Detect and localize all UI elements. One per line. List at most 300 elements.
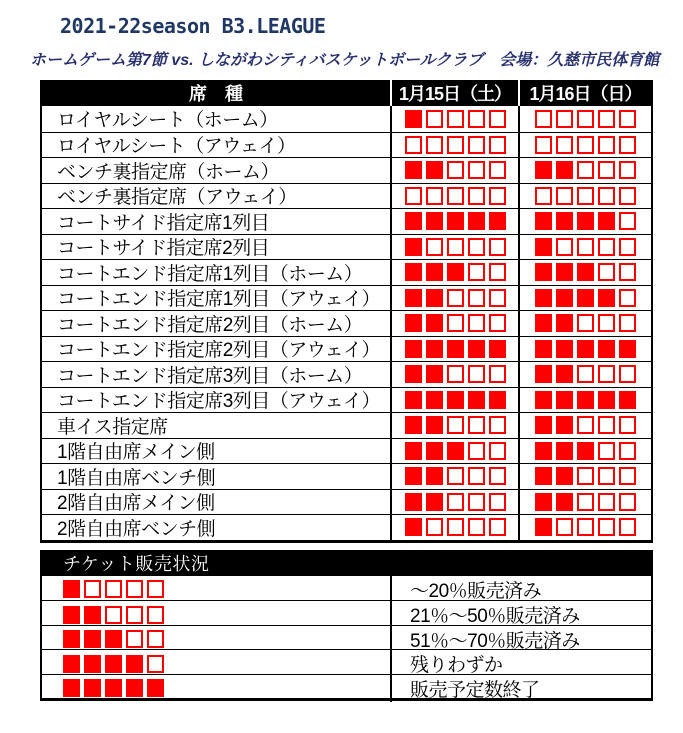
empty-square-icon [147,580,164,598]
filled-square-icon [63,606,80,624]
filled-square-icon [556,263,573,281]
sales-level-indicator [535,263,636,281]
sales-level-indicator [63,606,164,624]
empty-square-icon [489,442,506,460]
sales-level-indicator [405,110,506,128]
filled-square-icon [556,493,573,511]
sales-level-indicator [405,161,506,179]
legend-indicator-cell [42,626,390,653]
empty-square-icon [447,518,464,536]
empty-square-icon [535,136,552,154]
sales-level-indicator [535,161,636,179]
sales-level-indicator [535,391,636,409]
seat-type-label: ベンチ裏指定席（アウェイ） [57,187,297,208]
sales-level-indicator [535,136,636,154]
empty-square-icon [556,187,573,205]
sales-level-indicator [535,442,636,460]
seat-type-label: コートエンド指定席3列目（ホーム） [57,365,363,387]
seat-type-label: ロイヤルシート（アウェイ） [57,136,296,157]
sun-availability-cell [518,490,651,515]
seat-type-label: 2階自由席ベンチ側 [57,518,216,540]
sales-level-indicator [405,136,506,154]
empty-square-icon [619,212,636,230]
filled-square-icon [535,161,552,179]
legend-indicator-cell [42,601,390,628]
filled-square-icon [535,238,552,256]
empty-square-icon [577,467,594,485]
seat-type-label: コートエンド指定席2列目（アウェイ） [57,340,381,361]
empty-square-icon [598,518,615,536]
sales-level-indicator [405,493,506,511]
filled-square-icon [598,391,615,409]
filled-square-icon [556,212,573,230]
legend-body [42,576,651,699]
filled-square-icon [489,391,506,409]
filled-square-icon [556,442,573,460]
empty-square-icon [147,606,164,624]
sun-availability-cell [518,106,651,132]
empty-square-icon [619,161,636,179]
seat-row [42,183,651,209]
sales-level-indicator [535,314,636,332]
filled-square-icon [535,416,552,434]
filled-square-icon [405,365,422,383]
seat-type-label: コートエンド指定席1列目（ホーム） [57,263,363,285]
empty-square-icon [577,187,594,205]
sun-availability-cell [518,311,651,336]
sales-level-indicator [405,263,506,281]
seat-row [42,234,651,260]
filled-square-icon [447,340,464,358]
seat-table-body [42,106,651,540]
empty-square-icon [489,187,506,205]
empty-square-icon [468,289,485,307]
empty-square-icon [447,467,464,485]
filled-square-icon [126,679,143,697]
sales-level-indicator [405,187,506,205]
sales-level-indicator [535,467,636,485]
game-info-subtitle: ホームゲーム第7節 vs. しながわシティバスケットボールクラブ 会場：久慈市民体育館 [30,52,660,69]
empty-square-icon [426,518,443,536]
legend-label: 販売予定数終了 [390,675,655,702]
sales-level-indicator [535,493,636,511]
filled-square-icon [556,467,573,485]
filled-square-icon [535,518,552,536]
empty-square-icon [468,161,485,179]
empty-square-icon [535,187,552,205]
sales-level-indicator [405,340,506,358]
seat-row [42,387,651,413]
empty-square-icon [447,136,464,154]
sat-availability-cell [390,362,518,387]
empty-square-icon [426,110,443,128]
sat-availability-cell [390,515,518,540]
filled-square-icon [535,289,552,307]
seat-row [42,361,651,387]
sales-level-indicator [405,467,506,485]
sun-availability-cell [518,388,651,413]
empty-square-icon [577,161,594,179]
filled-square-icon [84,606,101,624]
empty-square-icon [598,110,615,128]
sun-availability-cell [518,158,651,183]
seat-table-header [42,80,651,106]
sat-availability-cell [390,439,518,464]
seat-type-label: 1階自由席メイン側 [57,442,215,463]
empty-square-icon [619,263,636,281]
sat-availability-cell [390,106,518,132]
seat-row [42,463,651,489]
filled-square-icon [577,442,594,460]
empty-square-icon [489,518,506,536]
sun-availability-cell [518,464,651,489]
sales-level-indicator [405,238,506,256]
empty-square-icon [147,655,164,673]
sales-level-indicator [405,212,506,230]
filled-square-icon [619,340,636,358]
sun-availability-cell [518,184,651,209]
empty-square-icon [468,442,485,460]
sun-availability-cell [518,133,651,158]
filled-square-icon [447,391,464,409]
sales-level-indicator [63,679,164,697]
sat-availability-cell [390,158,518,183]
filled-square-icon [405,518,422,536]
empty-square-icon [468,467,485,485]
sales-level-indicator [63,630,164,648]
filled-square-icon [535,442,552,460]
empty-square-icon [598,467,615,485]
filled-square-icon [489,212,506,230]
filled-square-icon [405,238,422,256]
sun-availability-cell [518,515,651,540]
empty-square-icon [468,365,485,383]
empty-square-icon [619,289,636,307]
legend-indicator-cell [42,675,390,702]
empty-square-icon [556,518,573,536]
filled-square-icon [489,340,506,358]
filled-square-icon [556,365,573,383]
empty-square-icon [577,365,594,383]
sun-availability-cell [518,413,651,438]
empty-square-icon [84,580,101,598]
legend-title: チケット販売状況 [42,550,651,576]
filled-square-icon [426,212,443,230]
seat-row [42,336,651,362]
filled-square-icon [405,493,422,511]
empty-square-icon [598,187,615,205]
empty-square-icon [577,238,594,256]
filled-square-icon [426,467,443,485]
empty-square-icon [426,187,443,205]
seat-type-label: 2階自由席メイン側 [57,493,215,514]
filled-square-icon [598,212,615,230]
sun-availability-cell [518,235,651,260]
filled-square-icon [426,442,443,460]
filled-square-icon [405,442,422,460]
seat-row [42,489,651,515]
seat-row [42,132,651,158]
filled-square-icon [84,630,101,648]
empty-square-icon [619,110,636,128]
empty-square-icon [405,187,422,205]
filled-square-icon [405,416,422,434]
empty-square-icon [489,110,506,128]
empty-square-icon [105,580,122,598]
empty-square-icon [126,606,143,624]
filled-square-icon [577,212,594,230]
filled-square-icon [535,212,552,230]
filled-square-icon [577,289,594,307]
filled-square-icon [556,416,573,434]
legend-label: 21％～50％販売済み [390,601,655,628]
empty-square-icon [619,365,636,383]
filled-square-icon [468,391,485,409]
empty-square-icon [426,136,443,154]
empty-square-icon [468,416,485,434]
empty-square-icon [126,630,143,648]
empty-square-icon [598,136,615,154]
sat-availability-cell [390,184,518,209]
sat-availability-cell [390,337,518,362]
empty-square-icon [468,110,485,128]
sales-level-indicator [405,365,506,383]
sales-level-indicator [405,416,506,434]
sales-level-indicator [405,518,506,536]
empty-square-icon [447,238,464,256]
empty-square-icon [598,161,615,179]
filled-square-icon [426,493,443,511]
sales-level-indicator [535,212,636,230]
filled-square-icon [63,630,80,648]
empty-square-icon [426,238,443,256]
legend-row [42,649,651,674]
filled-square-icon [426,416,443,434]
seat-row [42,285,651,311]
filled-square-icon [426,263,443,281]
empty-square-icon [468,314,485,332]
filled-square-icon [535,467,552,485]
empty-square-icon [577,136,594,154]
sun-availability-cell [518,337,651,362]
empty-square-icon [468,187,485,205]
filled-square-icon [405,467,422,485]
column-header-jan16-sun: 1月16日（日） [518,80,651,106]
filled-square-icon [405,161,422,179]
legend-row [42,674,651,699]
filled-square-icon [468,340,485,358]
seat-row [42,438,651,464]
sales-level-indicator [405,314,506,332]
empty-square-icon [619,493,636,511]
legend-row [42,600,651,625]
sun-availability-cell [518,362,651,387]
sun-availability-cell [518,209,651,234]
column-header-jan15-sat: 1月15日（土） [390,80,518,106]
sales-level-indicator [535,110,636,128]
filled-square-icon [447,442,464,460]
empty-square-icon [468,136,485,154]
filled-square-icon [556,161,573,179]
sales-level-indicator [405,391,506,409]
empty-square-icon [447,416,464,434]
season-title: 2021-22season B3.LEAGUE [60,14,326,38]
empty-square-icon [619,416,636,434]
filled-square-icon [426,340,443,358]
filled-square-icon [105,630,122,648]
empty-square-icon [405,136,422,154]
filled-square-icon [405,340,422,358]
empty-square-icon [447,314,464,332]
filled-square-icon [126,655,143,673]
filled-square-icon [405,212,422,230]
filled-square-icon [105,679,122,697]
filled-square-icon [84,679,101,697]
sun-availability-cell [518,286,651,311]
sales-status-legend [40,550,653,702]
sales-level-indicator [535,187,636,205]
sat-availability-cell [390,133,518,158]
filled-square-icon [598,340,615,358]
legend-indicator-cell [42,650,390,677]
seat-type-label: コートサイド指定席2列目 [57,238,270,259]
empty-square-icon [447,110,464,128]
sales-level-indicator [535,365,636,383]
filled-square-icon [405,110,422,128]
legend-label: 51％～70％販売済み [390,626,655,653]
empty-square-icon [468,493,485,511]
seat-row [42,310,651,336]
empty-square-icon [489,365,506,383]
empty-square-icon [619,187,636,205]
filled-square-icon [468,212,485,230]
seat-row [42,412,651,438]
filled-square-icon [535,314,552,332]
empty-square-icon [489,136,506,154]
seat-type-label: コートサイド指定席1列目 [57,212,270,234]
sat-availability-cell [390,311,518,336]
empty-square-icon [447,187,464,205]
legend-label: ～20％販売済み [390,576,655,603]
empty-square-icon [619,238,636,256]
empty-square-icon [556,136,573,154]
sales-level-indicator [535,518,636,536]
empty-square-icon [619,518,636,536]
filled-square-icon [426,161,443,179]
sat-availability-cell [390,388,518,413]
sales-level-indicator [535,238,636,256]
filled-square-icon [619,391,636,409]
seat-type-label: ロイヤルシート（ホーム） [57,110,278,132]
empty-square-icon [489,493,506,511]
seat-row [42,208,651,234]
sun-availability-cell [518,439,651,464]
empty-square-icon [619,314,636,332]
filled-square-icon [577,391,594,409]
filled-square-icon [405,391,422,409]
seat-row [42,106,651,132]
empty-square-icon [489,289,506,307]
empty-square-icon [598,416,615,434]
empty-square-icon [468,263,485,281]
filled-square-icon [535,340,552,358]
empty-square-icon [468,518,485,536]
empty-square-icon [489,263,506,281]
empty-square-icon [619,467,636,485]
sales-level-indicator [535,416,636,434]
empty-square-icon [126,580,143,598]
filled-square-icon [535,365,552,383]
sales-level-indicator [405,289,506,307]
empty-square-icon [598,238,615,256]
legend-label: 残りわずか [390,650,655,677]
filled-square-icon [447,263,464,281]
filled-square-icon [535,391,552,409]
filled-square-icon [105,655,122,673]
empty-square-icon [489,238,506,256]
empty-square-icon [577,110,594,128]
filled-square-icon [598,289,615,307]
sat-availability-cell [390,260,518,285]
empty-square-icon [598,314,615,332]
filled-square-icon [447,212,464,230]
empty-square-icon [535,110,552,128]
filled-square-icon [556,391,573,409]
filled-square-icon [63,679,80,697]
column-header-seat-type: 席 種 [189,84,243,104]
filled-square-icon [426,314,443,332]
legend-row [42,576,651,601]
sales-level-indicator [63,655,164,673]
empty-square-icon [577,518,594,536]
empty-square-icon [468,238,485,256]
empty-square-icon [619,136,636,154]
filled-square-icon [535,263,552,281]
seat-row [42,259,651,285]
sales-level-indicator [405,442,506,460]
filled-square-icon [556,340,573,358]
seat-type-label: コートエンド指定席3列目（アウェイ） [57,391,381,412]
empty-square-icon [598,263,615,281]
empty-square-icon [447,161,464,179]
empty-square-icon [556,238,573,256]
filled-square-icon [426,391,443,409]
seat-type-label: コートエンド指定席1列目（アウェイ） [57,289,381,310]
filled-square-icon [426,365,443,383]
filled-square-icon [535,493,552,511]
empty-square-icon [447,289,464,307]
sales-level-indicator [535,340,636,358]
empty-square-icon [105,606,122,624]
filled-square-icon [577,340,594,358]
sat-availability-cell [390,490,518,515]
filled-square-icon [426,289,443,307]
empty-square-icon [147,630,164,648]
seat-row [42,514,651,540]
legend-row [42,625,651,650]
filled-square-icon [556,289,573,307]
filled-square-icon [147,679,164,697]
empty-square-icon [556,110,573,128]
seat-type-label: ベンチ裏指定席（ホーム） [57,161,280,183]
filled-square-icon [63,580,80,598]
empty-square-icon [619,442,636,460]
filled-square-icon [84,655,101,673]
empty-square-icon [577,493,594,511]
filled-square-icon [556,314,573,332]
empty-square-icon [489,161,506,179]
seat-type-label: 車イス指定席 [57,416,168,438]
